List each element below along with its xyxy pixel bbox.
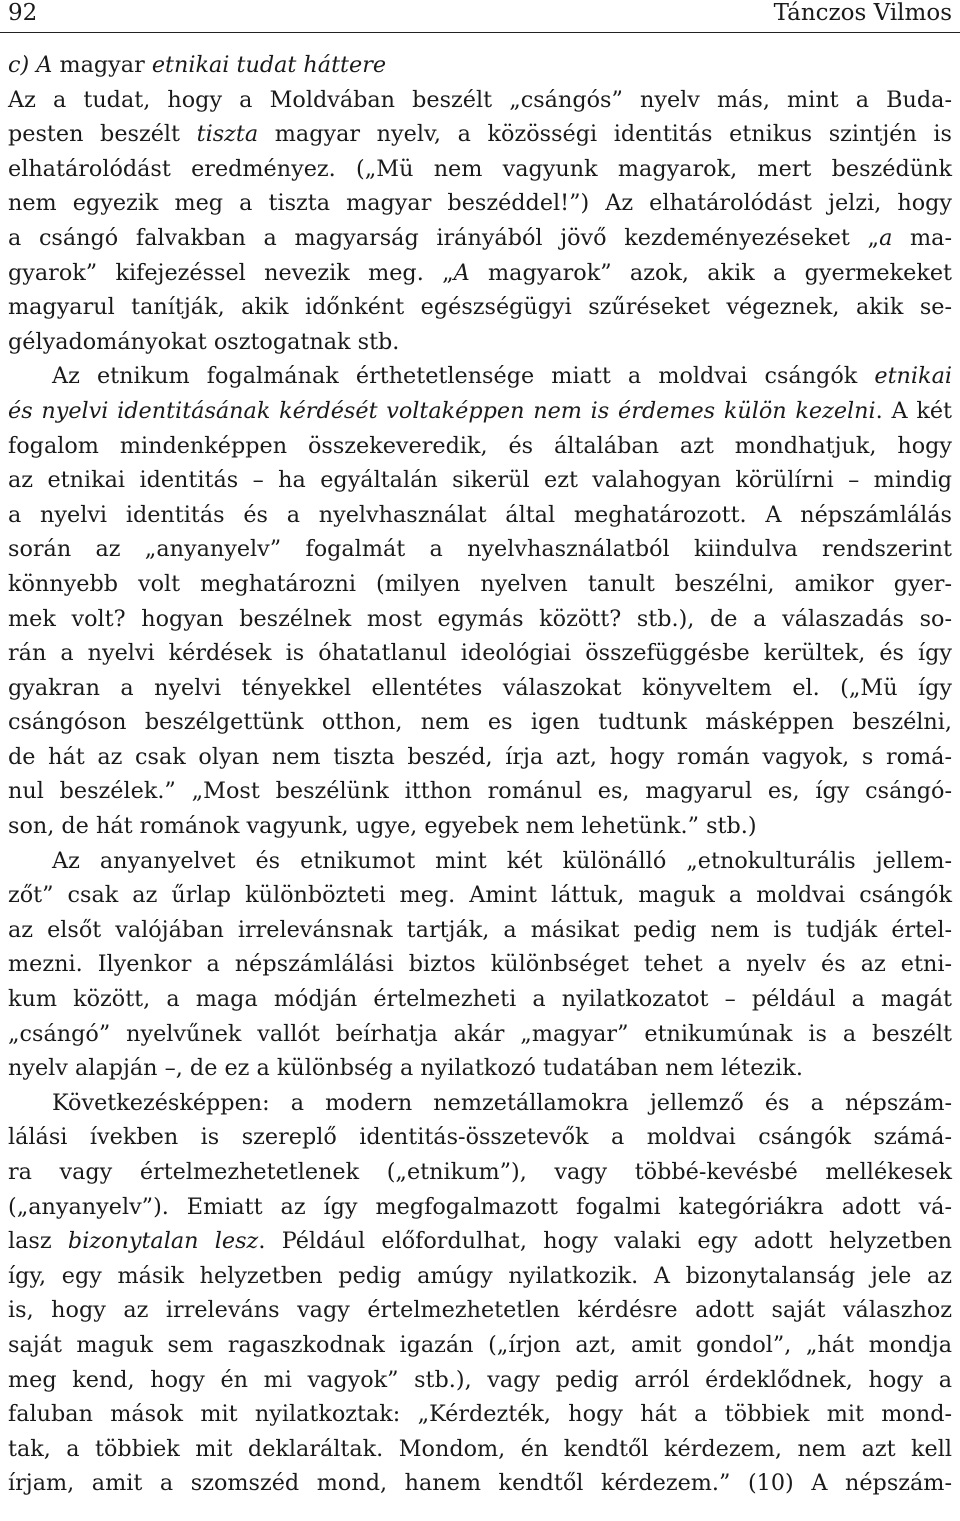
text-line-content: könnyebb volt meghatározni (milyen nyelven tanult beszélni, amikor gyer-: [8, 570, 952, 597]
text-line-content: Az a tudat, hogy a Moldvában beszélt „csángós” nyelv más, mint a Buda-: [8, 86, 952, 113]
text-line-content: az etnikai identitás – ha egyáltalán sikerül ezt valahogyan körülírni – mindig: [8, 467, 952, 494]
text-line: [8, 913, 952, 948]
italic-run: A: [453, 259, 470, 286]
paragraph-lines: [8, 83, 952, 1501]
text-line: [8, 1432, 952, 1467]
text-line: [8, 636, 952, 671]
running-head-author: Tánczos Vilmos: [773, 0, 952, 26]
text-line-content: csángóson beszélgettünk otthon, nem es igen tudtunk másképpen beszélni,: [8, 709, 952, 736]
text-line-content: ra vagy értelmezhetetlenek („etnikum”), vagy többé-kevésbé mellékesek: [8, 1159, 952, 1185]
text-line: [8, 117, 952, 152]
text-line: [8, 1328, 952, 1363]
text-line-content: során az „anyanyelv” fogalmát a nyelvhasználatból kiindulva rendszerint: [8, 536, 952, 563]
text-line-content: gyakran a nyelvi tényekkel ellentétes válaszokat könyveltem el. („Mü így: [8, 674, 952, 701]
italic-run: a: [879, 224, 893, 251]
text-line-content: zőt” csak az űrlap különbözteti meg. Amint láttuk, maguk a moldvai csángók: [8, 882, 952, 909]
text-line-content: nul beszélek.” „Most beszélünk itthon románul es, magyarul es, így csángó-: [8, 778, 952, 805]
text-line-content: mek volt? hogyan beszélnek most egymás között? stb.), de a válaszadás so-: [8, 605, 952, 632]
text-line-content: faluban mások mit nyilatkoztak: „Kérdezték, hogy hát a többiek mit mond-: [8, 1401, 952, 1428]
text-run: Az etnikum fogalmának érthetetlensége miatt a moldvai csángók: [52, 363, 875, 390]
text-line-content: elhatárolódást eredményez. („Mü nem vagyunk magyarok, mert beszédünk: [8, 155, 952, 182]
text-line: [8, 602, 952, 637]
text-line: [8, 1466, 952, 1501]
text-run: pesten beszélt: [8, 121, 197, 148]
text-run: ma-: [892, 224, 952, 251]
text-line: [8, 394, 952, 429]
text-line-content: nem egyezik meg a tiszta magyar beszéddel!”) Az elhatárolódást jelzi, hogy: [8, 190, 952, 217]
text-run: lasz: [8, 1228, 68, 1255]
text-line-content: az elsőt valójában irrelevánsnak tartják, a másikat pedig nem is tudják értel-: [8, 916, 952, 943]
text-line: [8, 1224, 952, 1259]
text-line-content: írjam, amit a szomszéd mond, hanem kendtől kérdezem.” (10) A népszám-: [8, 1470, 952, 1497]
text-line: [8, 1051, 952, 1086]
text-line: [8, 740, 952, 775]
text-line: [8, 1120, 952, 1155]
text-line: [8, 256, 952, 291]
text-line: [8, 878, 952, 913]
text-line-content: Következésképpen: a modern nemzetállamokra jellemző és a népszám-: [52, 1089, 952, 1116]
running-header: [8, 0, 952, 32]
italic-run: tiszta: [196, 121, 259, 148]
text-line: [8, 463, 952, 498]
section-heading: [8, 48, 952, 83]
text-line: [8, 774, 952, 809]
text-line-content: rán a nyelvi kérdések is óhatatlanul ideológiai összefüggésbe kerültek, és így: [8, 640, 952, 667]
text-line: [8, 809, 952, 844]
text-line-content: meg kend, hogy én mi vagyok” stb.), vagy pedig arról érdeklődnek, hogy a: [8, 1366, 952, 1393]
italic-run: etnikai: [874, 363, 952, 390]
section-heading-italic: etnikai tudat háttere: [151, 52, 387, 78]
text-line: [8, 325, 952, 360]
text-line-content: lálási ívekben is szereplő identitás-összetevők a moldvai csángók számá-: [8, 1124, 952, 1151]
text-line: [8, 982, 952, 1017]
text-line-content: gélyadományokat osztogatnak stb.: [8, 328, 400, 355]
text-line: [8, 429, 952, 464]
text-line-content: nyelv alapján –, de ez a különbség a nyilatkozó tudatában nem létezik.: [8, 1055, 803, 1082]
text-run: gyarok” kifejezéssel nevezik meg. „: [8, 259, 454, 286]
section-heading-mid: magyar: [59, 52, 152, 78]
text-line-content: tak, a többiek mit deklaráltak. Mondom, én kendtől kérdezem, nem azt kell: [8, 1435, 952, 1462]
text-line: [8, 1259, 952, 1294]
text-line: [8, 290, 952, 325]
text-run: . Például előfordulhat, hogy valaki egy adott helyzetben: [258, 1228, 953, 1255]
text-run: magyarok” azok, akik a gyermekeket: [469, 259, 953, 286]
text-line-content: son, de hát románok vagyunk, ugye, egyebek nem lehetünk.” stb.): [8, 813, 757, 840]
text-line-content: („anyanyelv”). Emiatt az így megfogalmazott fogalmi kategóriákra adott vá-: [8, 1193, 952, 1220]
text-line-content: mezni. Ilyenkor a népszámlálási biztos különbséget tehet a nyelv és az etni-: [8, 951, 952, 978]
text-line: [8, 1190, 952, 1225]
text-line-content: magyarul tanítják, akik időnként egészségügyi szűréseket végeznek, akik se-: [8, 294, 952, 321]
text-line: [8, 83, 952, 118]
section-heading-prefix: c) A: [8, 52, 60, 78]
text-line-content: de hát az csak olyan nem tiszta beszéd, írja azt, hogy román vagyok, s romá-: [8, 743, 952, 770]
text-line-content: „csángó” nyelvűnek vallót beírhatja akár „magyar” etnikumúnak is a beszélt: [8, 1020, 952, 1047]
body-text: [8, 48, 952, 1501]
text-line: [8, 221, 952, 256]
text-line: [8, 152, 952, 187]
text-line-content: így, egy másik helyzetben pedig amúgy nyilatkozik. A bizonytalanság jele az: [8, 1262, 952, 1289]
text-line: [8, 844, 952, 879]
text-line-content: a nyelvi identitás és a nyelvhasználat által meghatározott. A népszámlálás: [8, 501, 952, 528]
text-line: [8, 1397, 952, 1432]
text-line-content: fogalom mindenképpen összekeveredik, és általában azt mondhatjuk, hogy: [8, 432, 952, 459]
header-rule: [0, 32, 960, 33]
text-line: [8, 671, 952, 706]
text-line: [8, 186, 952, 221]
text-line: [8, 705, 952, 740]
text-line: [8, 498, 952, 533]
text-line: [8, 947, 952, 982]
text-line: [8, 1363, 952, 1398]
text-line-content: saját maguk sem ragaszkodnak igazán („írjon azt, amit gondol”, „hát mondja: [8, 1331, 952, 1358]
text-line: [8, 1086, 952, 1121]
text-line: [8, 359, 952, 394]
text-line-content: Az anyanyelvet és etnikumot mint két különálló „etnokulturális jellem-: [52, 847, 952, 874]
text-run: magyar nyelv, a közösségi identitás etnikus szintjén is: [258, 121, 952, 148]
italic-run: bizonytalan lesz: [67, 1228, 259, 1255]
italic-run: és nyelvi identitásának kérdését voltaképpen nem is érdemes külön kezelni: [8, 397, 876, 424]
text-line: [8, 567, 952, 602]
text-line: [8, 1017, 952, 1052]
text-line: [8, 1155, 952, 1190]
text-line-content: kum között, a maga módján értelmezheti a nyilatkozatot – például a magát: [8, 986, 952, 1013]
text-line: [8, 1293, 952, 1328]
text-run: . A két: [875, 397, 953, 424]
text-run: a csángó falvakban a magyarság irányából jövő kezdeményezéseket „: [8, 224, 880, 251]
text-line-content: is, hogy az irreleváns vagy értelmezhetetlen kérdésre adott saját válaszhoz: [8, 1297, 952, 1324]
text-line: [8, 532, 952, 567]
page-number: 92: [8, 0, 38, 26]
